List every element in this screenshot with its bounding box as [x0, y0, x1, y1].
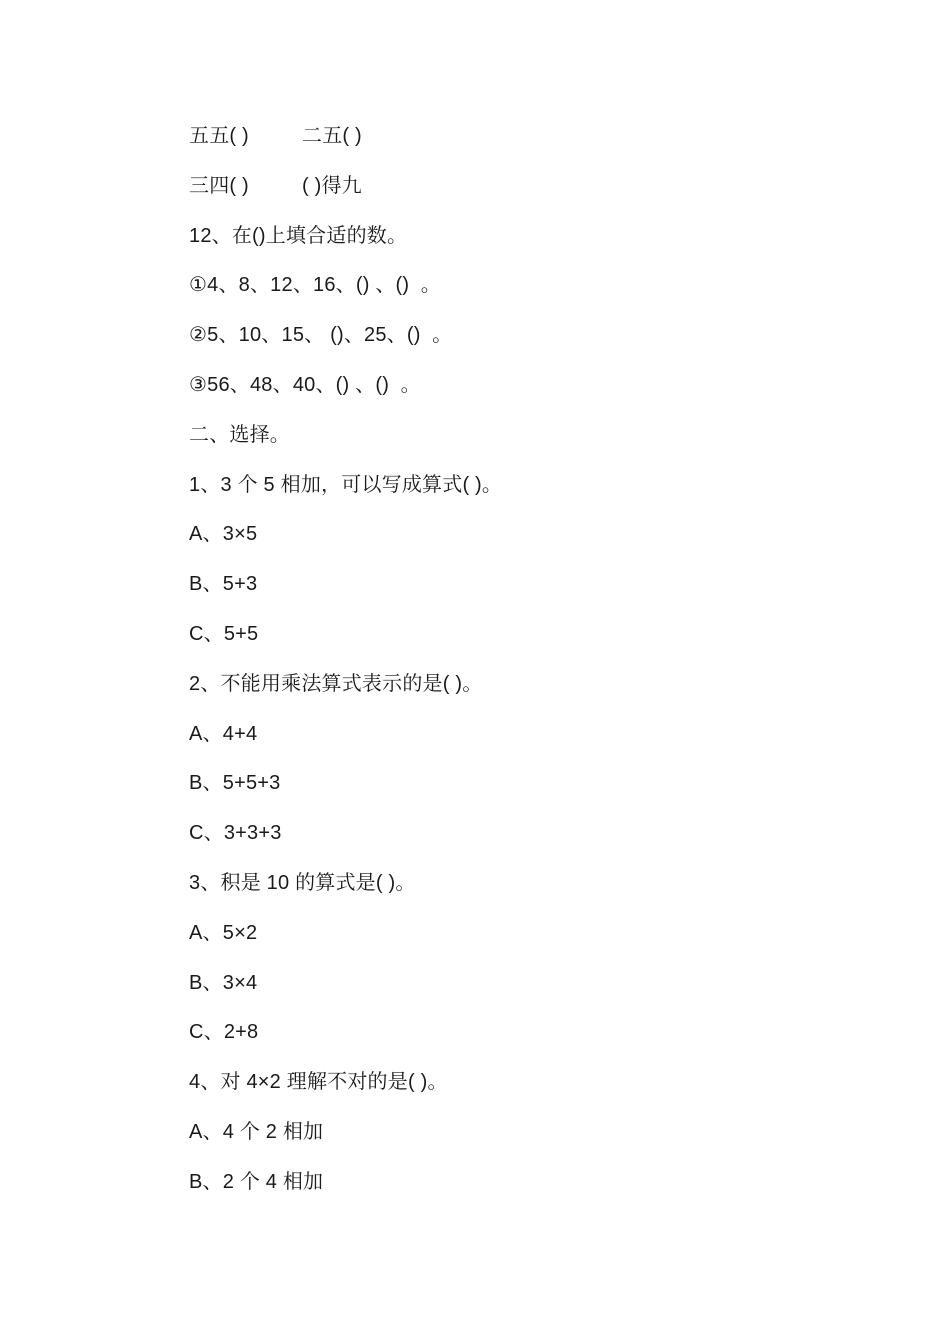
rhyme-row-1 — [189, 120, 829, 170]
choice-question-3: 3、积是 10 的算式是( )。 — [189, 871, 416, 894]
choice-option: A、4+4 — [189, 722, 258, 745]
choice-option: B、5+3 — [189, 573, 258, 596]
choice-option: A、4 个 2 相加 — [189, 1120, 324, 1143]
sequence-3: ③56、48、40、() 、() 。 — [189, 373, 421, 396]
choice-option: C、3+3+3 — [189, 822, 282, 845]
rhyme-item: 二五( ) — [302, 125, 362, 147]
rhyme-item: 五五( ) — [189, 125, 249, 147]
choice-option: B、5+5+3 — [189, 772, 281, 795]
section-heading-choice: 二、选择。 — [189, 423, 290, 446]
rhyme-row-2 — [189, 170, 829, 220]
sequence-2: ②5、10、15、 ()、25、() 。 — [189, 324, 453, 347]
choice-option: A、3×5 — [189, 523, 258, 546]
document-body — [189, 120, 829, 1216]
choice-option: B、2 个 4 相加 — [189, 1170, 324, 1193]
question-12-title: 12、在()上填合适的数。 — [189, 224, 408, 247]
choice-option: C、5+5 — [189, 622, 259, 645]
rhyme-item: ( )得九 — [302, 174, 362, 197]
choice-question-4: 4、对 4×2 理解不对的是( )。 — [189, 1071, 448, 1094]
choice-question-1: 1、3 个 5 相加，可以写成算式( )。 — [189, 473, 503, 496]
rhyme-item: 三四( ) — [189, 174, 249, 197]
choice-option: A、5×2 — [189, 921, 258, 944]
choice-option: C、2+8 — [189, 1021, 259, 1044]
choice-question-2: 2、不能用乘法算式表示的是( )。 — [189, 672, 483, 695]
sequence-1: ①4、8、12、16、() 、() 。 — [189, 274, 441, 297]
choice-option: B、3×4 — [189, 971, 258, 994]
